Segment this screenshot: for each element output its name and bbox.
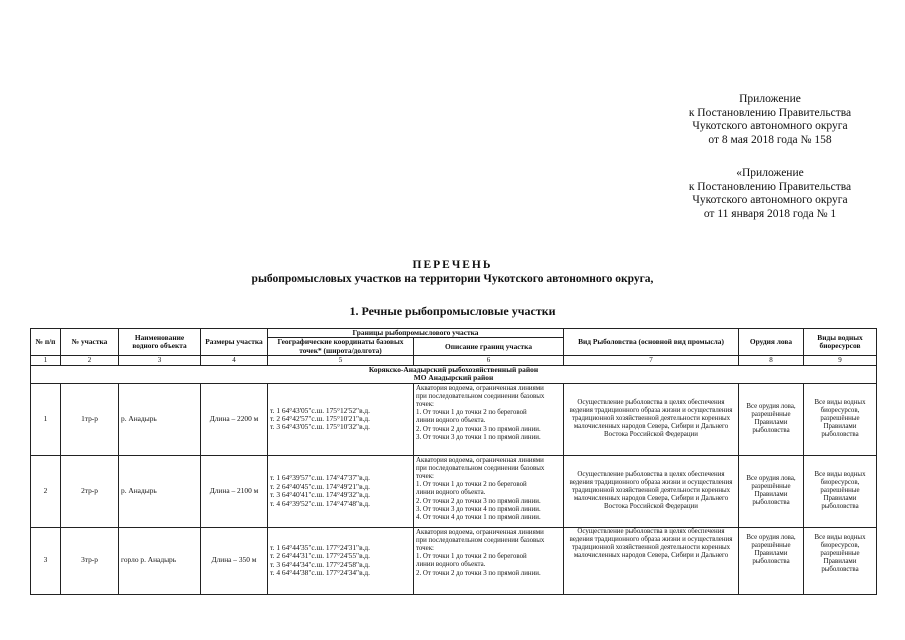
coord-line: т. 1 64°43'05"с.ш. 175°12'52"в.д. [270,405,371,415]
column-number: 1 [31,356,61,365]
table-row [31,383,877,455]
coord-line: т. 2 64°42'57"с.ш. 175°10'21"в.д. [270,413,371,423]
header-size: Размеры участка [201,329,268,356]
desc-line: 1. От точки 1 до точки 2 по береговой [416,481,527,489]
row-fishing-type: Осуществление рыболовства в целях обеспечения ведения традиционного образа жизни и осуществления традиционной хозяйственной деятельности коренных малочисленных народов Севера, Сибири и Дальнего Востока Российской Федерации [564,455,739,527]
desc-line: Акватория водоема, ограниченная линиями [416,528,544,536]
column-number: 8 [739,356,804,365]
desc-line: Акватория водоема, ограниченная линиями [416,384,544,392]
row-num: 2 [31,455,61,527]
desc-line: линии водного объекта. [416,417,486,425]
desc-line: при последовательном соединении базовых [416,392,545,400]
header-boundaries: Границы рыбопромыслового участка [268,329,564,338]
header-coords: Географические координаты базовых точек* (широта/долгота) [268,338,414,356]
desc-line: 3. От точки 3 до точки 1 по прямой линии. [416,433,541,441]
desc-line: 1. От точки 1 до точки 2 по береговой [416,553,527,561]
row-num: 3 [31,527,61,594]
coord-line: т. 3 64°43'05"с.ш. 175°10'32"в.д. [270,422,371,432]
header-tools: Орудия лова [739,329,804,356]
row-tools: Все орудия лова, разрешённые Правилами рыболовства [739,455,804,527]
desc-line: Акватория водоема, ограниченная линиями [416,456,544,464]
appendix-line: Чукотского автономного округа [692,120,848,133]
header-num: № п/п [31,329,61,356]
column-number: 6 [414,356,564,365]
coord-line: т. 1 64°39'57"с.ш. 174°47'37"в.д. [270,473,371,483]
row-tools: Все орудия лова, разрешённые Правилами рыболовства [739,527,804,594]
desc-line: 2. От точки 2 до точки 3 по прямой линии. [416,569,541,577]
row-coords [268,383,414,455]
row-plot: 1тр-р [61,383,119,455]
desc-line: 3. От точки 3 до точки 4 по прямой линии. [416,505,541,513]
row-plot: 3тр-р [61,527,119,594]
region-header [31,365,877,383]
region-name: Корякско-Анадырский рыбохозяйственный район [368,365,539,375]
row-boundary-desc [414,527,564,594]
desc-line: 1. От точки 1 до точки 2 по береговой [416,409,527,417]
coord-line: т. 4 64°39'52"с.ш. 174°47'48"в.д. [270,498,371,508]
title-heading: ПЕРЕЧЕНЬ [412,259,493,271]
row-species: Все виды водных биоресурсов, разрешённые Правилами рыболовства [804,455,877,527]
column-number: 7 [564,356,739,365]
coord-line: т. 2 64°44'31"с.ш. 177°24'55"в.д. [270,551,371,561]
document-title [0,258,905,286]
row-water-body: р. Анадырь [119,455,201,527]
coord-line: т. 1 64°44'35"с.ш. 177°24'31"в.д. [270,542,371,552]
coord-line: т. 4 64°44'38"с.ш. 177°24'34"в.д. [270,568,371,578]
coord-line: т. 3 64°44'34"с.ш. 177°24'58"в.д. [270,559,371,569]
header-water-body: Наименование водного объекта [119,329,201,356]
desc-line: при последовательном соединении базовых [416,464,545,472]
row-size: Длина – 2100 м [201,455,268,527]
desc-line: точек: [416,545,434,553]
title-subheading: рыбопромысловых участков на территории Чукотского автономного округа, [251,273,654,285]
row-boundary-desc [414,455,564,527]
column-number: 3 [119,356,201,365]
table-row [31,455,877,527]
row-size: Длина – 2200 м [201,383,268,455]
row-species: Все виды водных биоресурсов, разрешённые Правилами рыболовства [804,383,877,455]
coord-line: т. 2 64°40'45"с.ш. 174°49'21"в.д. [270,481,371,491]
appendix-line: «Приложение [736,167,804,179]
coord-line: т. 3 64°40'41"с.ш. 174°49'32"в.д. [270,490,371,500]
column-number: 4 [201,356,268,365]
desc-line: линии водного объекта. [416,489,486,497]
desc-line: точек: [416,473,434,481]
column-number: 5 [268,356,414,365]
original-appendix-header [655,167,885,221]
row-boundary-desc [414,383,564,455]
appendix-line: от 11 января 2018 года № 1 [703,207,837,220]
appendix-line: от 8 мая 2018 года № 158 [708,133,832,146]
fishing-plots-table [30,328,877,595]
appendix-line: к Постановлению Правительства [688,106,852,119]
row-water-body: горло р. Анадырь [119,527,201,594]
appendix-line: Чукотского автономного округа [692,194,848,207]
district-name: МО Анадырский район [413,373,494,383]
header-plot-no: № участка [61,329,119,356]
row-coords [268,455,414,527]
row-size: Длина – 350 м [201,527,268,594]
header-boundary-desc: Описание границ участка [414,338,564,356]
appendix-line: Приложение [739,93,801,105]
desc-line: при последовательном соединении базовых [416,536,545,544]
desc-line: линии водного объекта. [416,561,486,569]
table-row [31,527,877,594]
appendix-header [655,93,885,147]
desc-line: 2. От точки 2 до точки 3 по прямой линии. [416,497,541,505]
row-num: 1 [31,383,61,455]
column-number: 9 [804,356,877,365]
row-tools: Все орудия лова, разрешённые Правилами рыболовства [739,383,804,455]
desc-line: 2. От точки 2 до точки 3 по прямой линии. [416,425,541,433]
header-fishing-type: Вид Рыболовства (основной вид промысла) [564,329,739,356]
row-plot: 2тр-р [61,455,119,527]
column-number: 2 [61,356,119,365]
row-fishing-type: Осуществление рыболовства в целях обеспечения ведения традиционного образа жизни и осуществления традиционной хозяйственной деятельности коренных малочисленных народов Севера, Сибири и Дальнего Востока Российской Федерации [564,383,739,455]
row-water-body: р. Анадырь [119,383,201,455]
row-species: Все виды водных биоресурсов, разрешённые Правилами рыболовства [804,527,877,594]
row-coords [268,527,414,594]
appendix-line: к Постановлению Правительства [688,180,852,193]
section-heading: 1. Речные рыбопромысловые участки [349,304,556,318]
row-fishing-type: Осуществление рыболовства в целях обеспечения ведения традиционного образа жизни и осуществления традиционной хозяйственной деятельности коренных малочисленных народов Севера, Сибири и Дальнего [564,527,739,594]
header-species: Виды водных биоресурсов [804,329,877,356]
desc-line: точек: [416,401,434,409]
desc-line: 4. От точки 4 до точки 1 по прямой линии. [416,514,541,522]
